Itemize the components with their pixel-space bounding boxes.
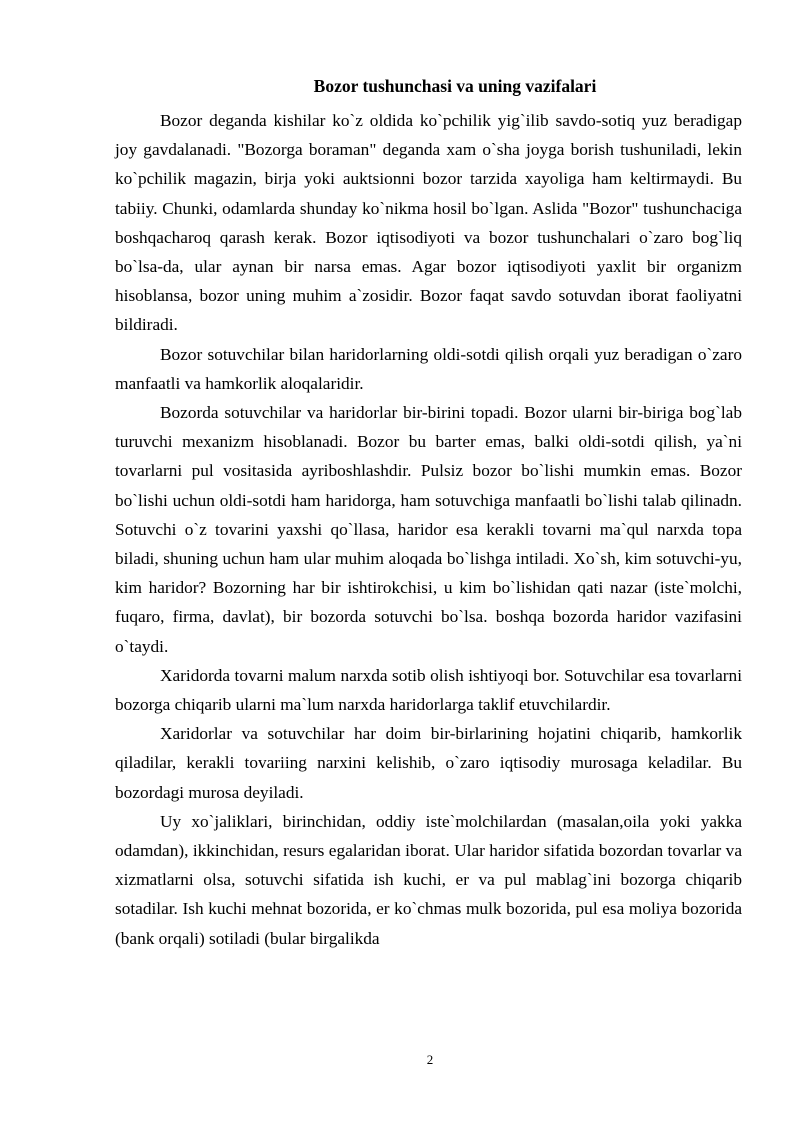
paragraph: Xaridorlar va sotuvchilar har doim bir-birlarining hojatini chiqarib, hamkorlik qiladilar, kerakli tovariing narxini kelishib, o`zaro iqtisodiy murosaga keladilar. Bu bozordagi murosa deyiladi.	[115, 724, 742, 802]
paragraph: Uy xo`jaliklari, birinchidan, oddiy iste`molchilardan (masalan,oila yoki yakka odamdan), ikkinchidan, resurs egalaridan iborat. Ular haridor sifatida bozordan tovarlar va xizmatlarni olsa, sotuvchi sifatida ish kuchi, er va pul mablag`ini bozorga chiqarib sotadilar. Ish kuchi mehnat bozorida, er ko`chmas mulk bozorida, pul esa moliya bozorida (bank orqali) sotiladi (bular birgalikda	[115, 811, 742, 948]
page-number: 2	[426, 1052, 434, 1067]
paragraph: Bozor sotuvchilar bilan haridorlarning oldi-sotdi qilish orqali yuz beradigan o`zaro manfaatli va hamkorlik aloqalaridir.	[115, 344, 742, 393]
paragraph: Bozorda sotuvchilar va haridorlar bir-birini topadi. Bozor ularni bir-biriga bog`lab turuvchi mexanizm hisoblanadi. Bozor bu barter emas, balki oldi-sotdi qilish, ya`ni tovarlarni pul vositasida ayriboshlashdir. Pulsiz bozor bo`lishi mumkin emas. Bozor bo`lishi uchun oldi-sotdi ham haridorga, ham sotuvchiga manfaatli bo`lishi talab qilinadn. Sotuvchi o`z tovarini yaxshi qo`llasa, haridor esa kerakli tovarni ma`qul narxda topa biladi, shuning uchun ham ular muhim aloqada bo`lishga intiladi. Xo`sh, kim sotuvchi-yu, kim haridor? Bozorning har bir ishtirokchisi, u kim bo`lishidan qati nazar (iste`molchi, fuqaro, firma, davlat), bir bozorda sotuvchi bo`lsa. boshqa bozorda haridor vazifasini o`taydi.	[115, 403, 742, 656]
document-body	[115, 106, 742, 953]
paragraph: Bozor deganda kishilar ko`z oldida ko`pchilik yig`ilib savdo-sotiq yuz beradigap joy gavdalanadi. "Bozorga boraman" deganda xam o`sha joyga borish tushuniladi, lekin ko`pchilik magazin, birja yoki auktsionni bozor tarzida xayoliga ham keltirmaydi. Bu tabiiy. Chunki, odamlarda shunday ko`nikma hosil bo`lgan. Aslida "Bozor" tushunchaciga boshqacharoq qarash kerak. Bozor iqtisodiyoti va bozor tushunchalari o`zaro bog`liq bo`lsa-da, ular aynan bir narsa emas. Agar bozor iqtisodiyoti yaxlit bir organizm hisoblansa, bozor uning muhim a`zosidir. Bozor faqat savdo sotuvdan iborat faoliyatni bildiradi.	[115, 111, 742, 335]
paragraph: Xaridorda tovarni malum narxda sotib olish ishtiyoqi bor. Sotuvchilar esa tovarlarni bozorga chiqarib ularni ma`lum narxda haridorlarga taklif etuvchilardir.	[115, 665, 742, 715]
document-title: Bozor tushunchasi va uning vazifalari	[313, 76, 597, 96]
